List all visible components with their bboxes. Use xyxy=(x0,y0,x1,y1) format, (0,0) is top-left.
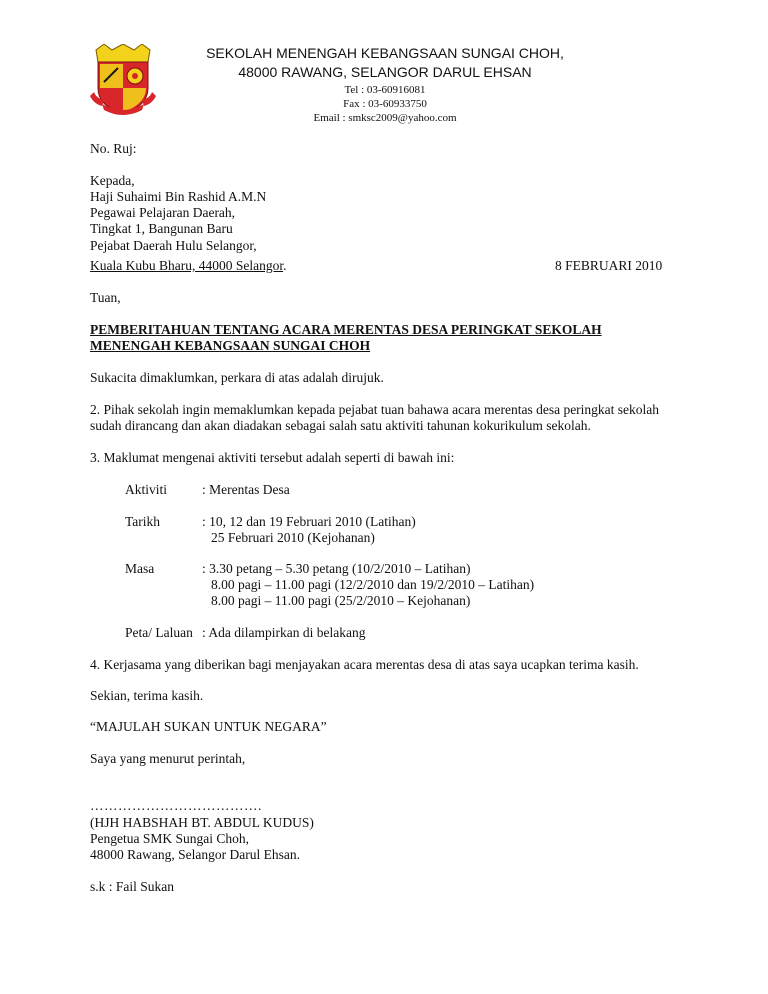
signer-name: (HJH HABSHAH BT. ABDUL KUDUS) xyxy=(90,815,314,830)
subject-line: PEMBERITAHUAN TENTANG ACARA MERENTAS DESA PERINGKAT SEKOLAH xyxy=(90,322,602,337)
school-crest-logo xyxy=(88,44,158,116)
salutation: Tuan, xyxy=(90,290,121,305)
recipient-city-punct: . xyxy=(283,258,287,273)
signer-address: 48000 Rawang, Selangor Darul Ehsan. xyxy=(90,847,300,862)
paragraph-2-line: sudah dirancang dan akan diadakan sebagai salah satu aktiviti tahunan kokurikulum sekolah. xyxy=(90,418,591,433)
masa-value: 8.00 pagi – 11.00 pagi (12/2/2010 dan 19/2/2010 – Latihan) xyxy=(211,577,535,592)
masa-label: Masa xyxy=(125,561,155,576)
aktiviti-label: Aktiviti xyxy=(125,482,168,497)
subject-line: MENENGAH KEBANGSAAN SUNGAI CHOH xyxy=(90,338,371,353)
school-email: Email : smksc2009@yahoo.com xyxy=(313,112,457,124)
school-fax: Fax : 03-60933750 xyxy=(343,98,427,110)
masa-value: : 3.30 petang – 5.30 petang (10/2/2010 – Latihan) xyxy=(202,561,471,576)
paragraph-1: Sukacita dimaklumkan, perkara di atas adalah dirujuk. xyxy=(90,370,384,385)
school-address: 48000 RAWANG, SELANGOR DARUL EHSAN xyxy=(238,64,532,80)
recipient-line: Pegawai Pelajaran Daerah, xyxy=(90,205,236,220)
peta-value: : Ada dilampirkan di belakang xyxy=(202,625,366,640)
paragraph-2-line: 2. Pihak sekolah ingin memaklumkan kepada pejabat tuan bahawa acara merentas desa peringkat sekolah xyxy=(90,402,660,417)
recipient-line: Tingkat 1, Bangunan Baru xyxy=(90,221,233,236)
yours-faithfully: Saya yang menurut perintah, xyxy=(90,751,246,766)
aktiviti-value: : Merentas Desa xyxy=(202,482,290,497)
school-name: SEKOLAH MENENGAH KEBANGSAAN SUNGAI CHOH, xyxy=(206,45,564,61)
tarikh-value: 25 Februari 2010 (Kejohanan) xyxy=(211,530,375,545)
motto: “MAJULAH SUKAN UNTUK NEGARA” xyxy=(90,719,327,734)
signer-title: Pengetua SMK Sungai Choh, xyxy=(90,831,250,846)
masa-value: 8.00 pagi – 11.00 pagi (25/2/2010 – Kejohanan) xyxy=(211,593,471,608)
peta-label: Peta/ Laluan xyxy=(125,625,193,640)
recipient-line: Haji Suhaimi Bin Rashid A.M.N xyxy=(90,189,267,204)
school-tel: Tel : 03-60916081 xyxy=(344,84,426,96)
recipient-line: Pejabat Daerah Hulu Selangor, xyxy=(90,238,257,253)
reference-number: No. Ruj: xyxy=(90,141,137,156)
tarikh-label: Tarikh xyxy=(125,514,161,529)
closing: Sekian, terima kasih. xyxy=(90,688,204,703)
recipient-city-text: Kuala Kubu Bharu, 44000 Selangor xyxy=(90,258,284,273)
paragraph-4: 4. Kerjasama yang diberikan bagi menjayakan acara merentas desa di atas saya ucapkan terima kasih. xyxy=(90,657,639,672)
paragraph-3: 3. Maklumat mengenai aktiviti tersebut adalah seperti di bawah ini: xyxy=(90,450,455,465)
carbon-copy: s.k : Fail Sukan xyxy=(90,879,175,894)
to-label: Kepada, xyxy=(90,173,135,188)
letter-date: 8 FEBRUARI 2010 xyxy=(555,258,663,273)
signature-line: ………………………………. xyxy=(90,798,262,813)
recipient-city xyxy=(90,258,286,274)
tarikh-value: : 10, 12 dan 19 Februari 2010 (Latihan) xyxy=(202,514,416,529)
